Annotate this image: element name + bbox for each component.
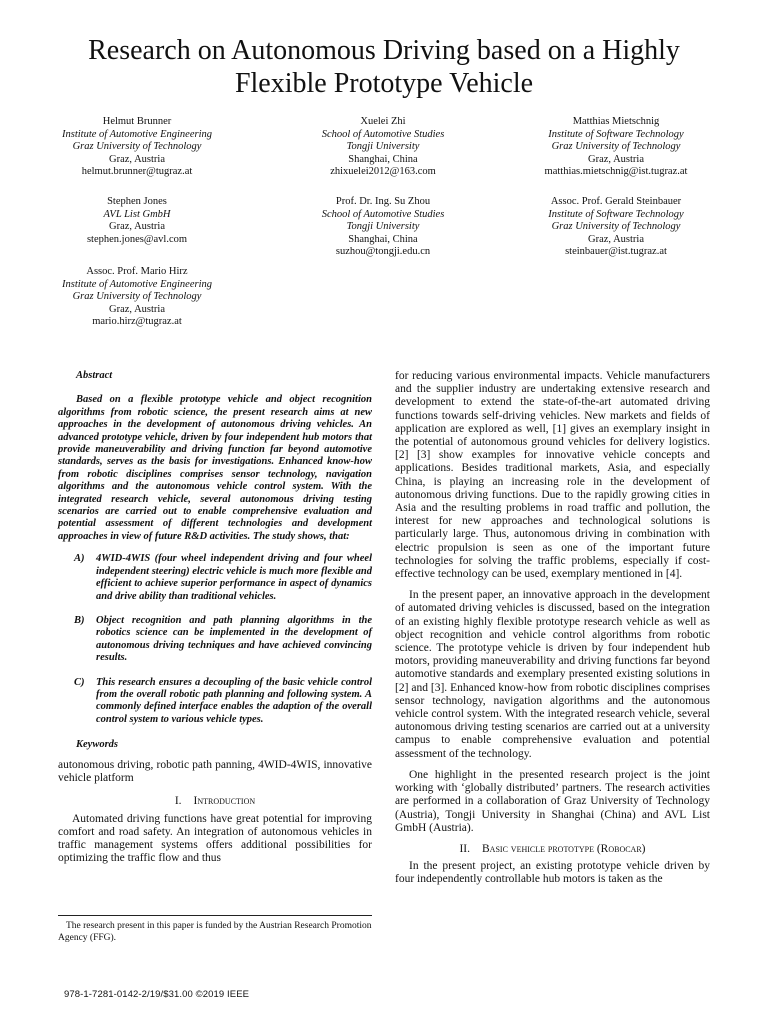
author-6 — [491, 196, 741, 259]
author-affiliation: Institute of Automotive Engineering — [62, 128, 212, 140]
author-name: Matthias Mietschnig — [572, 116, 660, 127]
intro-paragraph-1: Automated driving functions have great potential for improving comfort and road safety. An integration of autonomous vehicles in traffic management systems offers additional possibilities for optimizing the traffic flow and thus — [58, 812, 372, 865]
section-heading-introduction — [58, 795, 372, 808]
footnote: The research present in this paper is funded by the Austrian Research Promotion Agency (FFG). — [58, 921, 372, 943]
section-title: Introduction — [193, 795, 256, 808]
basic-paragraph-1: In the present project, an existing prototype vehicle driven by four independently controllable hub motors is taken as the — [395, 860, 710, 886]
keywords-heading: Keywords — [76, 739, 118, 751]
author-affiliation: AVL List GmbH — [103, 208, 171, 220]
author-affiliation: Graz University of Technology — [551, 141, 681, 153]
abstract-heading: Abstract — [76, 370, 113, 381]
author-affiliation: School of Automotive Studies — [321, 208, 445, 220]
author-email: zhixuelei2012@163.com — [330, 166, 436, 178]
author-email: matthias.mietschnig@ist.tugraz.at — [544, 166, 688, 178]
section-title: Basic vehicle prototype (Robocar) — [482, 842, 646, 855]
list-item-marker: A) — [74, 553, 85, 565]
author-email: mario.hirz@tugraz.at — [92, 316, 182, 328]
author-5 — [258, 196, 508, 259]
keywords-text: autonomous driving, robotic path panning, 4WID-4WIS, innovative vehicle platform — [58, 759, 372, 785]
author-name: Helmut Brunner — [102, 116, 172, 127]
author-location: Shanghai, China — [348, 153, 418, 165]
list-item-marker: B) — [74, 614, 85, 626]
list-item-marker: C) — [74, 676, 85, 688]
abstract — [58, 370, 372, 726]
author-email: helmut.brunner@tugraz.at — [81, 166, 193, 178]
list-item — [58, 553, 372, 603]
author-affiliation: Graz University of Technology — [551, 221, 681, 233]
left-column — [58, 370, 372, 873]
section-number: II. — [459, 842, 471, 855]
footnote-divider — [58, 915, 372, 916]
list-item — [58, 677, 372, 727]
author-name: Stephen Jones — [107, 196, 167, 207]
author-email: steinbauer@ist.tugraz.at — [565, 246, 667, 258]
author-location: Graz, Austria — [109, 221, 165, 233]
author-email: suzhou@tongji.edu.cn — [335, 246, 431, 258]
author-affiliation: Institute of Software Technology — [548, 128, 684, 140]
list-item-text: This research ensures a decoupling of the basic vehicle control from the overall robotic path planning and following system. A commonly defined interface enables the adaption of the overall control system to various vehicle types. — [96, 676, 372, 725]
author-name: Assoc. Prof. Gerald Steinbauer — [550, 196, 682, 207]
section-number: I. — [174, 795, 182, 808]
right-column — [395, 370, 710, 895]
author-3 — [491, 116, 741, 179]
section-heading-basic-vehicle — [395, 843, 710, 856]
author-location: Graz, Austria — [109, 153, 165, 165]
author-name: Assoc. Prof. Mario Hirz — [86, 266, 188, 277]
abstract-body: Based on a flexible prototype vehicle and object recognition algorithms from robotic science, the present research aims at new approaches in the development of autonomous driving vehicles. An advanced prototype vehicle, driven by four independent hub motors that provide maneuverability and driving function far beyond automotive standards, serves as the basis for investigations. Enhanced know-how from robotic disciplines comprises sensor technology, navigation algorithms and the autonomous vehicle control system. With the integrated research vehicle, several autonomous driving testing scenarios are carried out to enable comprehensive evaluation and potential assessment of different technologies and development approaches in view of future R&D activities. The study shows, that: — [58, 394, 372, 542]
author-affiliation: Graz University of Technology — [72, 291, 202, 303]
author-location: Graz, Austria — [109, 303, 165, 315]
author-1 — [12, 116, 262, 179]
intro-paragraph-1-continued: for reducing various environmental impacts. Vehicle manufacturers and the supplier industry are undertaking extensive research and development to extend the state-of-the-art automated driving functions towards self-driving vehicles. New markets and fields of application are explored as well, [1] gives an exemplary insight in the potential of autonomous ground vehicles for delivery logistics. [2] [3] show examples for innovative vehicle concepts and applications. Besides traditional markets, Asia, and especially China, is playing an increasing role in the development of autonomous driving functions. Due to the rapidly growing cities in Asia and the resulting problems in road traffic and pollution, the interest for new approaches and technological solutions is particularly large. Thus, autonomous driving in combination with electric propulsion is seen as one of the important future technologies for solving the traffic problems, especially if cost-effective technology can be used, exemplary mentioned in [4]. — [395, 370, 710, 581]
author-affiliation: Tongji University — [346, 141, 420, 153]
author-affiliation: Institute of Software Technology — [548, 208, 684, 220]
isbn-copyright-line: 978-1-7281-0142-2/19/$31.00 ©2019 IEEE — [64, 989, 250, 1000]
list-item-text: Object recognition and path planning algorithms in the robotics science can be implemented in the development of autonomous driving techniques and have achieved convincing results. — [96, 614, 372, 664]
author-location: Graz, Austria — [588, 233, 644, 245]
author-7 — [12, 266, 262, 329]
abstract-findings-list — [58, 553, 372, 726]
author-name: Xuelei Zhi — [360, 116, 406, 127]
author-location: Graz, Austria — [588, 153, 644, 165]
author-name: Prof. Dr. Ing. Su Zhou — [335, 196, 431, 207]
author-affiliation: School of Automotive Studies — [321, 128, 445, 140]
author-affiliation: Graz University of Technology — [72, 141, 202, 153]
author-location: Shanghai, China — [348, 233, 418, 245]
list-item — [58, 615, 372, 665]
author-affiliation: Tongji University — [346, 221, 420, 233]
author-2 — [258, 116, 508, 179]
author-affiliation: Institute of Automotive Engineering — [62, 278, 212, 290]
intro-paragraph-2: In the present paper, an innovative approach in the development of automated driving vehicles is discussed, based on the integration of an existing highly flexible prototype research vehicle as well as object recognition and vehicle control algorithms from robotic science. The prototype vehicle is driven by four independent hub motors, providing maneuverability and driving functions far beyond automotive standards and exemplary presented existing solutions in [2] and [3]. Enhanced know-how from robotic disciplines comprises sensor technology, navigation algorithms and the autonomous vehicle control system. With the integrated research vehicle, several autonomous driving testing scenarios are carried out at a university campus to enable comprehensive evaluation and potential assessment of the technology. — [395, 589, 710, 760]
author-email: stephen.jones@avl.com — [86, 233, 188, 245]
intro-paragraph-3: One highlight in the presented research project is the joint working with ‘globally distributed’ partners. The research activities are performed in a collaboration of Graz University of Technology (Austria), Tongji University in Shanghai (China) and AVL List GmbH (Austria). — [395, 768, 710, 834]
list-item-text: 4WID-4WIS (four wheel independent driving and four wheel independent steering) electric vehicle is much more flexible and efficient to achieve superior performance in aspect of dynamics and drive ability than traditional vehicles. — [96, 553, 372, 602]
paper-title: Research on Autonomous Driving based on a Highly Flexible Prototype Vehicle — [88, 35, 680, 99]
author-4 — [12, 196, 262, 246]
